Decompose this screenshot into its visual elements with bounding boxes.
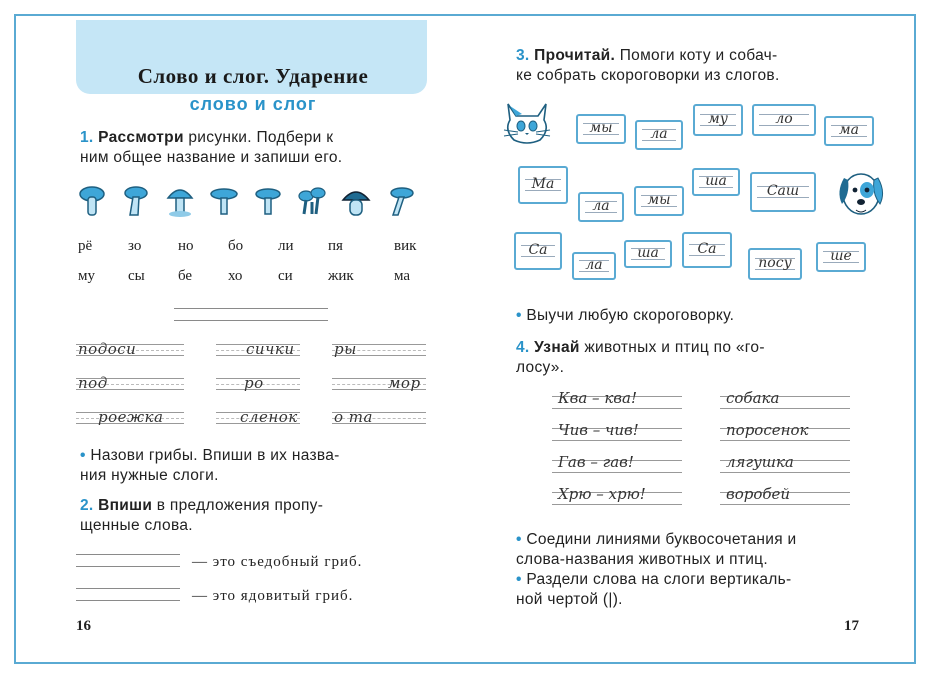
bullet-connect-line2: слова-названия животных и птиц.: [516, 551, 768, 568]
handwritten-fragment: мор: [388, 374, 421, 392]
mushroom-icon: [252, 184, 284, 218]
syllable-card[interactable]: му: [693, 104, 743, 136]
syllable: жик: [328, 268, 354, 284]
answer-line[interactable]: [174, 308, 328, 309]
cat-icon: [500, 96, 554, 146]
bullet-learn: [516, 306, 896, 326]
task1-line1: рисунки. Подбери к: [183, 129, 334, 146]
animal-row[interactable]: лягушка: [720, 460, 850, 476]
syllable-card[interactable]: ше: [816, 242, 866, 272]
syllable: рё: [78, 238, 93, 254]
syllable-card[interactable]: Са: [514, 232, 562, 270]
syllable-card[interactable]: ло: [752, 104, 816, 136]
answer-line[interactable]: [76, 554, 180, 555]
mushroom-icon: [120, 184, 152, 218]
syllable-card[interactable]: Ма: [518, 166, 568, 204]
sound-row[interactable]: Чив – чив!: [552, 428, 682, 444]
syllable-card[interactable]: ла: [635, 120, 683, 150]
task4-line1: животных и птиц по «го-: [579, 339, 765, 356]
syllable-card[interactable]: ла: [578, 192, 624, 222]
bullet-icon: •: [516, 571, 522, 588]
animal-row[interactable]: поросенок: [720, 428, 850, 444]
answer-line[interactable]: [174, 320, 328, 321]
syllable: му: [78, 268, 95, 284]
animal-row[interactable]: воробей: [720, 492, 850, 508]
handwritten-fragment: о та: [334, 408, 373, 426]
handwritten-fragment: роежка: [98, 408, 164, 426]
puppy-icon: [836, 164, 886, 222]
syllable: бе: [178, 268, 193, 284]
syllable-card[interactable]: Саш: [750, 172, 816, 212]
answer-line[interactable]: [76, 588, 180, 589]
syllable-card[interactable]: мы: [576, 114, 626, 144]
syllable-card[interactable]: ла: [572, 252, 616, 280]
task2-line1: в предложения пропу-: [152, 497, 324, 514]
syllable-card[interactable]: ша: [624, 240, 672, 268]
syllable: вик: [394, 238, 417, 254]
bullet-connect: [516, 530, 896, 570]
syllable-card[interactable]: Са: [682, 232, 732, 268]
task2-line2: щенные слова.: [80, 517, 193, 534]
bullet-name-mushrooms: [80, 446, 440, 486]
syllable: пя: [328, 238, 343, 254]
page-subtitle: слово и слог: [189, 94, 317, 114]
task2-text: [80, 496, 440, 536]
syllable: ли: [278, 238, 294, 254]
sentence-poisonous: — это ядовитый гриб.: [192, 588, 354, 604]
task4-text: [516, 338, 896, 378]
sound-row[interactable]: Хрю – хрю!: [552, 492, 682, 508]
bullet-divide-line2: ной чертой (|).: [516, 591, 623, 608]
answer-line[interactable]: [76, 600, 180, 601]
syllable-card[interactable]: мы: [634, 186, 684, 216]
bullet-line2: ния нужные слоги.: [80, 467, 219, 484]
syllable: си: [278, 268, 293, 284]
animal-row[interactable]: собака: [720, 396, 850, 412]
syllable: бо: [228, 238, 244, 254]
syllable: хо: [228, 268, 243, 284]
mushroom-pictures: [76, 184, 416, 218]
sound-row[interactable]: Гав – гав!: [552, 460, 682, 476]
answer-line[interactable]: [76, 566, 180, 567]
page-right: [468, 16, 916, 662]
task3-number: 3.: [516, 47, 530, 64]
mushroom-icon: [384, 184, 416, 218]
task2-number: 2.: [80, 497, 94, 514]
mushroom-icon: [296, 184, 328, 218]
task1-line2: ним общее название и запиши его.: [80, 149, 343, 166]
syllable: сы: [128, 268, 145, 284]
task3-line1: Помоги коту и собач-: [615, 47, 778, 64]
bullet-learn-text: Выучи любую скороговорку.: [526, 307, 735, 324]
bullet-line1: Назови грибы. Впиши в их назва-: [90, 447, 340, 464]
page-left: [16, 16, 464, 662]
handwritten-fragment: подоси: [78, 340, 137, 358]
task4-number: 4.: [516, 339, 530, 356]
mushroom-icon: [164, 184, 196, 218]
bullet-divide-line1: Раздели слова на слоги вертикаль-: [526, 571, 792, 588]
bullet-icon: •: [516, 307, 522, 324]
syllable-card[interactable]: ша: [692, 168, 740, 196]
syllable: зо: [128, 238, 142, 254]
task3-line2: ке собрать скороговорки из слогов.: [516, 67, 780, 84]
mushroom-icon: [208, 184, 240, 218]
handwritten-fragment: ро: [244, 374, 264, 392]
bullet-divide: [516, 570, 896, 610]
task3-keyword: Прочитай.: [534, 47, 616, 64]
bullet-icon: •: [80, 447, 86, 464]
bullet-connect-line1: Соедини линиями буквосочетания и: [526, 531, 797, 548]
task1-number: 1.: [80, 129, 94, 146]
bullet-icon: •: [516, 531, 522, 548]
task4-keyword: Узнай: [534, 339, 580, 356]
handwritten-fragment: ры: [334, 340, 357, 358]
syllable-card[interactable]: ма: [824, 116, 874, 146]
sentence-edible: — это съедобный гриб.: [192, 554, 363, 570]
book-spread: [14, 14, 916, 664]
mushroom-icon: [76, 184, 108, 218]
task4-line2: лосу».: [516, 359, 565, 376]
task3-text: [516, 46, 896, 86]
task1-keyword: Рассмотри: [98, 129, 184, 146]
handwritten-fragment: сички: [246, 340, 295, 358]
task1-text: [80, 128, 440, 168]
sound-row[interactable]: Ква – ква!: [552, 396, 682, 412]
task2-keyword: Впиши: [98, 497, 153, 514]
mushroom-icon: [340, 184, 372, 218]
syllable: ма: [394, 268, 411, 284]
page-number-right: 17: [844, 618, 859, 634]
syllable-card[interactable]: посу: [748, 248, 802, 280]
page-number-left: 16: [76, 618, 91, 634]
handwritten-fragment: сленок: [240, 408, 298, 426]
handwritten-fragment: под: [78, 374, 108, 392]
page-title: Слово и слог. Ударение: [137, 64, 369, 88]
syllable: но: [178, 238, 194, 254]
